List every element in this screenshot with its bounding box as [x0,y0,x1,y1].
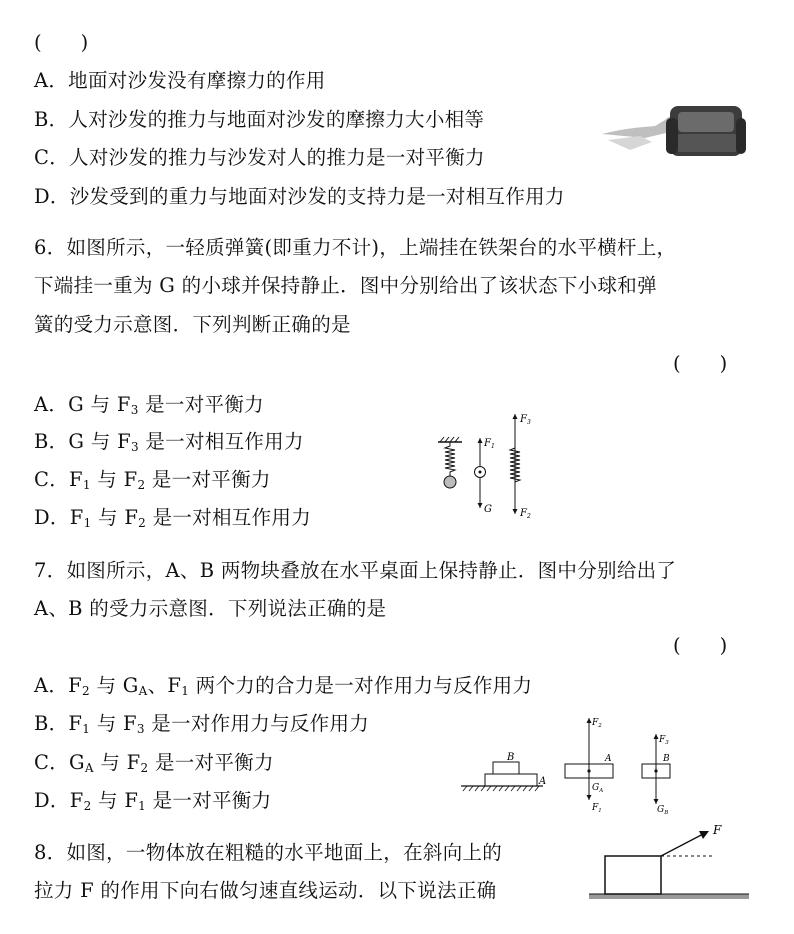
q7-option-d: D．$F_2$ 与 $F_1$ 是一对平衡力 [34,789,272,813]
svg-text:A: A [539,776,547,787]
svg-text:F3: $F_3$ [520,414,531,426]
q7-option-b: B．$F_1$ 与 $F_3$ 是一对作用力与反作用力 [34,712,370,736]
stacked-blocks-force-diagram [455,712,690,818]
q7-stem-line1: 7．如图所示，A、B 两物块叠放在水平桌面上保持静止．图中分别给出了 [34,559,677,582]
svg-text:F: F [713,823,722,837]
svg-text:GA: $G_A$ [592,783,604,794]
q7-option-c: C．$G_A$ 与 $F_2$ 是一对平衡力 [34,751,274,775]
svg-text:A: A [605,754,612,764]
q6-stem-line3: 簧的受力示意图．下列判断正确的是 [34,313,351,336]
q8-stem-line2: 拉力 F 的作用下向右做匀速直线运动．以下说法正确 [34,879,497,902]
q8-stem-line1: 8．如图，一物体放在粗糙的水平地面上，在斜向上的 [34,841,503,864]
svg-text:F2: $F_2$ [520,508,531,520]
svg-text:B: B [507,752,515,763]
q6-option-b: B．G 与 $F_3$ 是一对相互作用力 [34,430,304,454]
answer-paren-q6: ( ) [673,352,728,375]
svg-text:GB: $G_B$ [657,805,669,816]
q7-stem-line2: A、B 的受力示意图．下列说法正确的是 [34,597,387,620]
svg-text:G: G [484,504,492,515]
svg-text:F1: $F_1$ [592,803,602,814]
svg-text:B: B [663,754,670,764]
q6-stem-line2: 下端挂一重为 G 的小球并保持静止．图中分别给出了该状态下小球和弹 [34,274,657,297]
q5-option-b: B．人对沙发的推力与地面对沙发的摩擦力大小相等 [34,108,485,131]
svg-text:F2: $F_2$ [592,718,602,729]
q6-option-a: A．G 与 $F_3$ 是一对平衡力 [34,393,264,417]
pulled-block-diagram [585,820,755,904]
q5-option-a: A．地面对沙发没有摩擦力的作用 [34,69,326,92]
q5-option-c: C．人对沙发的推力与沙发对人的推力是一对平衡力 [34,146,485,169]
svg-text:F1: $F_1$ [484,438,495,450]
q5-option-d: D．沙发受到的重力与地面对沙发的支持力是一对相互作用力 [34,185,565,208]
q6-option-c: C．$F_1$ 与 $F_2$ 是一对平衡力 [34,468,271,492]
answer-paren-q7: ( ) [673,634,728,657]
spring-force-diagram [432,410,542,522]
sofa-push-image [600,100,750,162]
q6-option-d: D．$F_1$ 与 $F_2$ 是一对相互作用力 [34,506,311,530]
answer-paren-q5: ( ) [34,31,89,54]
q6-stem-line1: 6．如图所示，一轻质弹簧(即重力不计)，上端挂在铁架台的水平横杆上， [34,236,677,259]
svg-text:F3: $F_3$ [659,735,669,746]
q7-option-a: A．$F_2$ 与 $G_A$、$F_1$ 两个力的合力是一对作用力与反作用力 [34,674,533,698]
